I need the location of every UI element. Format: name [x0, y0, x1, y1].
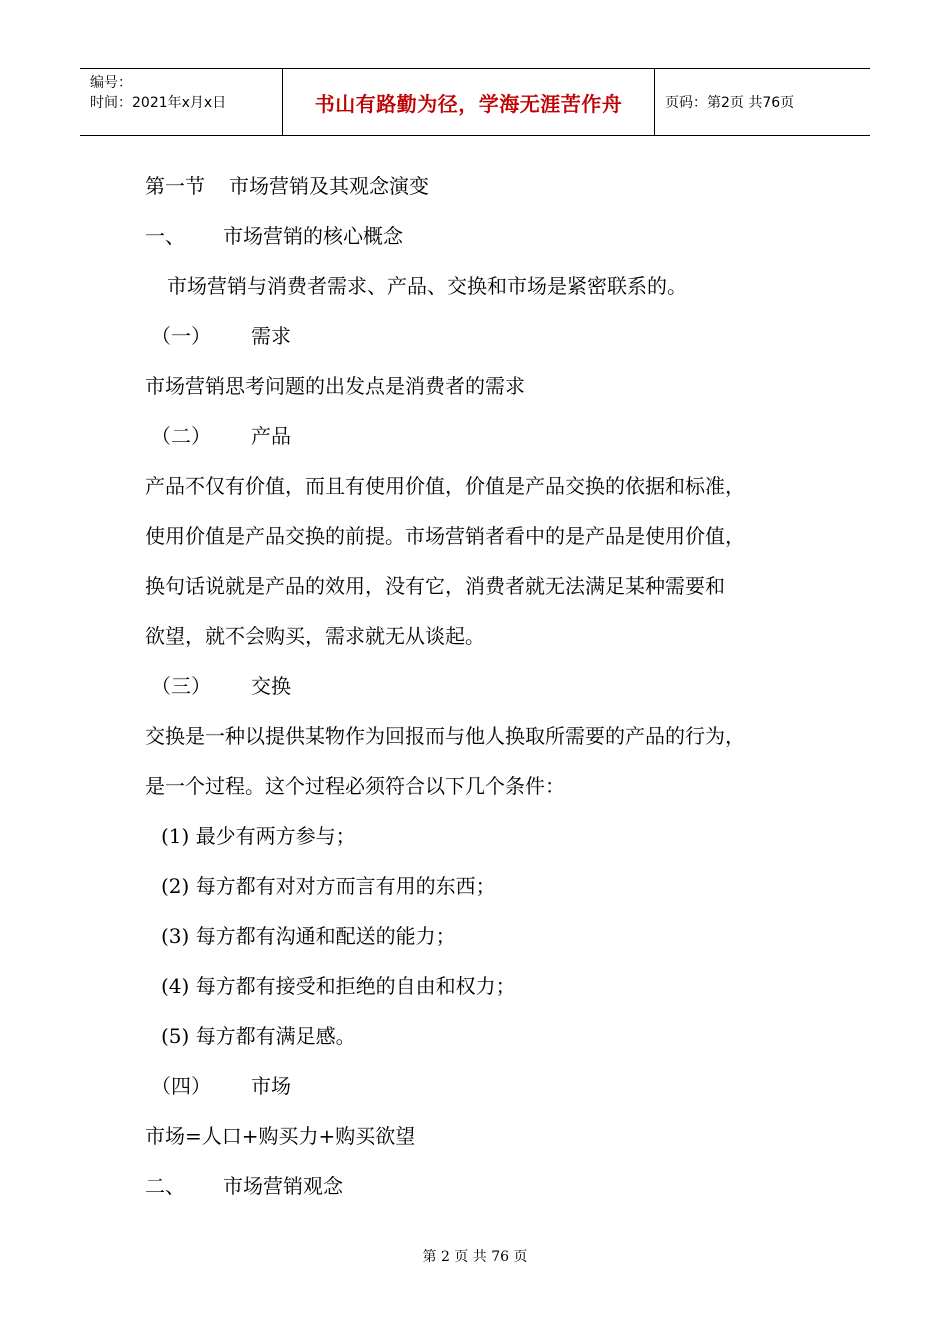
subheading-title: 需求	[251, 324, 291, 348]
header-meta	[80, 69, 283, 135]
intro-paragraph: 市场营销与消费者需求、产品、交换和市场是紧密联系的。	[167, 274, 687, 298]
product-paragraph-line: 产品不仅有价值，而且有使用价值，价值是产品交换的依据和标准，	[145, 474, 745, 498]
subheading-exchange	[145, 666, 825, 716]
condition-item: (1) 最少有两方参与；	[161, 824, 356, 848]
exchange-paragraph-line: 交换是一种以提供某物作为回报而与他人换取所需要的产品的行为，	[145, 724, 745, 748]
page-header	[80, 68, 870, 136]
subheading-number: （二）	[151, 424, 211, 448]
subheading-title: 交换	[251, 674, 291, 698]
condition-item: (5) 每方都有满足感。	[161, 1024, 356, 1048]
number-label: 编号：	[90, 75, 132, 91]
subheading-number: （三）	[151, 674, 211, 698]
subheading-product	[145, 416, 825, 466]
header-page-info: 页码：第2页 共76页	[665, 95, 795, 111]
page-footer: 第 2 页 共 76 页	[422, 1249, 528, 1265]
condition-item: (4) 每方都有接受和拒绝的自由和权力；	[161, 974, 516, 998]
section-heading	[145, 166, 825, 216]
condition-item: (2) 每方都有对对方而言有用的东西；	[161, 874, 496, 898]
subheading-title: 市场	[251, 1074, 291, 1098]
product-paragraph-line: 换句话说就是产品的效用，没有它，消费者就无法满足某种需要和	[145, 574, 725, 598]
condition-item: (3) 每方都有沟通和配送的能力；	[161, 924, 456, 948]
chapter-title: 市场营销的核心概念	[223, 224, 403, 248]
header-motto: 书山有路勤为径，学海无涯苦作舟	[283, 69, 655, 135]
subheading-demand	[145, 316, 825, 366]
document-body	[145, 166, 825, 1216]
chapter-heading-2	[145, 1166, 825, 1216]
exchange-paragraph-line: 是一个过程。这个过程必须符合以下几个条件：	[145, 774, 565, 798]
demand-paragraph: 市场营销思考问题的出发点是消费者的需求	[145, 374, 525, 398]
chapter-title: 市场营销观念	[223, 1174, 343, 1198]
product-paragraph-line: 欲望，就不会购买，需求就无从谈起。	[145, 624, 485, 648]
section-title: 市场营销及其观念演变	[229, 174, 429, 198]
subheading-title: 产品	[251, 424, 291, 448]
subheading-number: （一）	[151, 324, 211, 348]
subheading-market	[145, 1066, 825, 1116]
time-label: 时间：2021年x月x日	[90, 95, 227, 111]
subheading-number: （四）	[151, 1074, 211, 1098]
chapter-number: 一、	[145, 224, 185, 248]
section-number: 第一节	[145, 174, 205, 198]
chapter-number: 二、	[145, 1174, 185, 1198]
product-paragraph-line: 使用价值是产品交换的前提。市场营销者看中的是产品是使用价值，	[145, 524, 745, 548]
market-formula: 市场=人口+购买力+购买欲望	[145, 1124, 416, 1148]
chapter-heading-1	[145, 216, 825, 266]
